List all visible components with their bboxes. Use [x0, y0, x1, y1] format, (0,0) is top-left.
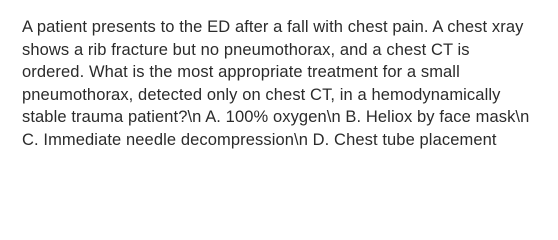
question-text: A patient presents to the ED after a fall with chest pain. A chest xray shows a rib fracture but no pneumothorax, and a chest CT is ordered. What is the most appropriate treatment for a small pneumothorax, detected only on chest CT, in a hemodynamically stable trauma patient?\n A. 100% oxygen\n B. Heliox by face mask\n C. Immediate needle decompression\n D. Chest tube placement: [22, 18, 530, 149]
